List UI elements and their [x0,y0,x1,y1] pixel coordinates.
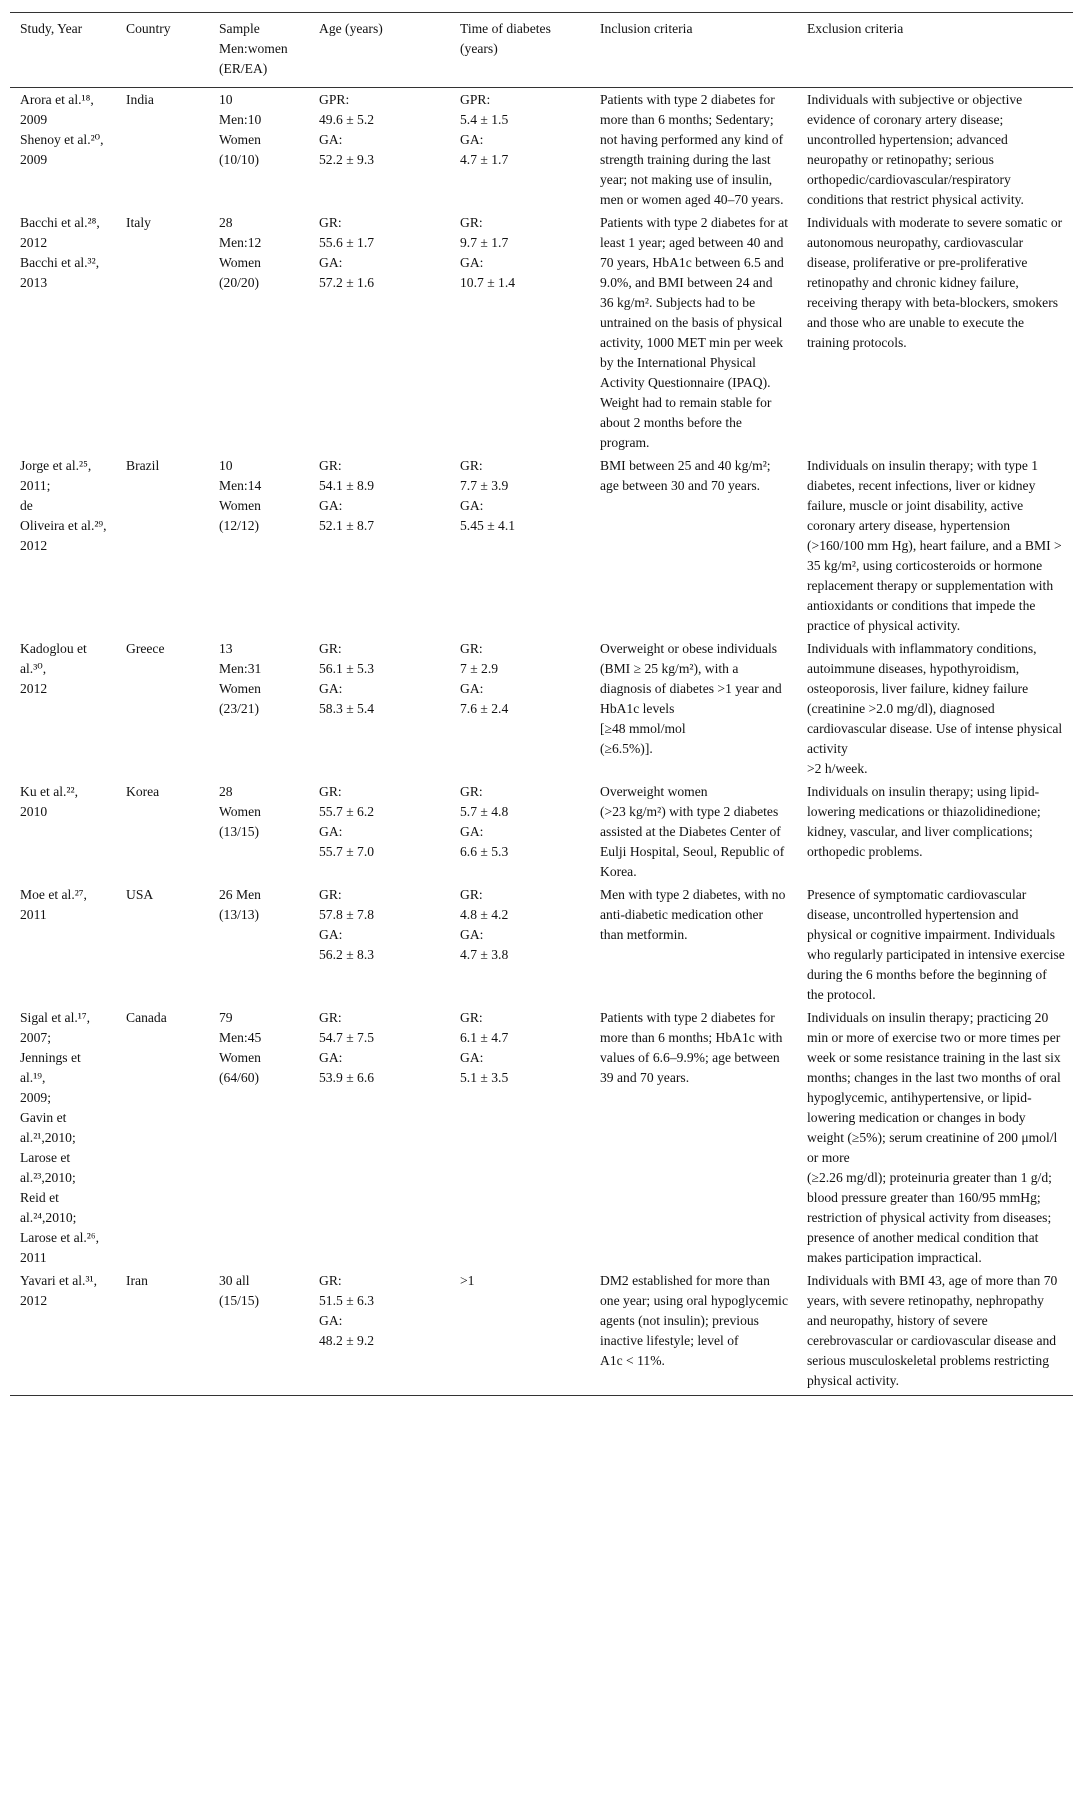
cell-country: Iran [116,1269,209,1396]
cell-sample: 10 Men:14 Women (12/12) [219,458,262,533]
table-row [10,1269,1073,1396]
table-row [10,883,1073,1006]
cell-study: Jorge et al.²⁵, 2011; de Oliveira et al.²⁹, 2012 [20,458,107,553]
cell-exclusion: Individuals on insulin therapy; using lipid-lowering medications or thiazolidinedione; kidney, vascular, and liver complications; orthopedic problems. [807,784,1041,859]
table-row [10,88,1073,212]
table-row [10,1006,1073,1269]
header-sample: Sample Men:women (ER/EA) [209,13,309,88]
cell-inclusion: Patients with type 2 diabetes for at least 1 year; aged between 40 and 70 years, HbA1c between 6.5 and 9.0%, and BMI between 24 and 36 kg/m². Subjects had to be untrained on the basis of physical activity, 1000 MET min per week by the International Physical Activity Questionnaire (IPAQ). Weight had to remain stable for about 2 months before the program. [600,215,789,450]
cell-country: Korea [126,784,160,799]
header-inclusion-criteria: Inclusion criteria [590,13,797,88]
cell-study: Moe et al.²⁷, 2011 [20,887,87,922]
cell-sample: 10 Men:10 Women (10/10) [219,92,262,167]
cell-exclusion: Individuals with inflammatory conditions, autoimmune diseases, hypothyroidism, osteoporosis, liver failure, kidney failure (creatinine >2.0 mg/dl), diagnosed cardiovascular disease. Use of intense physical activity >2 h/week. [807,641,1063,776]
cell-age: GR: 55.6 ± 1.7 GA: 57.2 ± 1.6 [319,215,375,290]
table-row [10,454,1073,637]
cell-inclusion: DM2 established for more than one year; using oral hypoglycemic agents (not insulin); previous inactive lifestyle; level of A1c < 11%. [590,1269,797,1396]
cell-time: GR: 6.1 ± 4.7 GA: 5.1 ± 3.5 [460,1010,509,1085]
cell-country: Brazil [126,458,160,473]
cell-sample: 28 Men:12 Women (20/20) [219,215,262,290]
cell-country: India [126,92,154,107]
table-row [10,637,1073,780]
cell-sample: 30 all (15/15) [209,1269,309,1396]
cell-inclusion: Patients with type 2 diabetes for more than 6 months; Sedentary; not having performed any kind of strength training during the last year; not making use of insulin, men or women aged 40–70 years. [600,92,784,207]
cell-study: Bacchi et al.²⁸, 2012 Bacchi et al.³², 2013 [20,215,100,290]
header-study-year: Study, Year [10,13,116,88]
cell-sample: 28 Women (13/15) [219,784,261,839]
cell-study: Arora et al.¹⁸, 2009 Shenoy et al.²⁰, 2009 [20,92,104,167]
cell-time: GR: 9.7 ± 1.7 GA: 10.7 ± 1.4 [460,215,516,290]
cell-age: GR: 55.7 ± 6.2 GA: 55.7 ± 7.0 [319,784,375,859]
cell-sample: 26 Men (13/13) [219,887,261,922]
cell-inclusion: Patients with type 2 diabetes for more than 6 months; HbA1c with values of 6.6–9.9%; age between 39 and 70 years. [600,1010,783,1085]
cell-inclusion: Overweight or obese individuals (BMI ≥ 25 kg/m²), with a diagnosis of diabetes >1 year and HbA1c levels [≥48 mmol/mol (≥6.5%)]. [600,641,782,756]
cell-country: Canada [126,1010,167,1025]
header-time-of-diabetes: Time of diabetes (years) [450,13,590,88]
cell-study: Sigal et al.¹⁷, 2007; Jennings et al.¹⁹, 2009; Gavin et al.²¹,2010; Larose et al.²³,2010; Reid et al.²⁴,2010; Larose et al.²⁶, 2011 [20,1010,100,1265]
table-row [10,211,1073,454]
cell-age: GPR: 49.6 ± 5.2 GA: 52.2 ± 9.3 [319,92,375,167]
cell-exclusion: Individuals with BMI 43, age of more than 70 years, with severe retinopathy, nephropathy and neuropathy, history of severe cerebrovascular or cardiovascular disease and serious musculoskeletal problems restricting physical activity. [797,1269,1073,1396]
cell-sample: 79 Men:45 Women (64/60) [219,1010,262,1085]
cell-time: GR: 7 ± 2.9 GA: 7.6 ± 2.4 [460,641,509,716]
cell-exclusion: Individuals with subjective or objective evidence of coronary artery disease; uncontrolled hypertension; advanced neuropathy or retinopathy; serious orthopedic/cardiovascular/respiratory conditions that restrict physical activity. [807,92,1024,207]
cell-age: GR: 56.1 ± 5.3 GA: 58.3 ± 5.4 [319,641,375,716]
cell-exclusion: Individuals with moderate to severe somatic or autonomous neuropathy, cardiovascular disease, proliferative or pre-proliferative retinopathy and chronic kidney failure, receiving therapy with beta-blockers, smokers and those who are unable to execute the training protocols. [807,215,1063,350]
studies-table [10,12,1073,1396]
cell-exclusion: Individuals on insulin therapy; with type 1 diabetes, recent infections, liver or kidney failure, muscle or joint disability, active coronary artery disease, hypertension (>160/100 mm Hg), heart failure, and a BMI > 35 kg/m², using corticosteroids or hormone replacement therapy or supplementation with antioxidants or conditions that impede the practice of physical activity. [807,458,1062,633]
cell-inclusion: BMI between 25 and 40 kg/m²; age between 30 and 70 years. [600,458,771,493]
table-row [10,780,1073,883]
cell-age: GR: 57.8 ± 7.8 GA: 56.2 ± 8.3 [319,887,375,962]
cell-age: GR: 54.7 ± 7.5 GA: 53.9 ± 6.6 [319,1010,375,1085]
cell-time: GPR: 5.4 ± 1.5 GA: 4.7 ± 1.7 [460,92,509,167]
cell-time: GR: 4.8 ± 4.2 GA: 4.7 ± 3.8 [460,887,509,962]
cell-age: GR: 51.5 ± 6.3 GA: 48.2 ± 9.2 [309,1269,450,1396]
cell-inclusion: Men with type 2 diabetes, with no anti-diabetic medication other than metformin. [600,887,786,942]
cell-sample: 13 Men:31 Women (23/21) [219,641,262,716]
cell-study: Ku et al.²², 2010 [20,784,78,819]
cell-exclusion: Presence of symptomatic cardiovascular disease, uncontrolled hypertension and physical or cognitive impairment. Individuals who regularly participated in intensive exercise during the 6 months before the beginning of the protocol. [807,887,1065,1002]
cell-country: Greece [126,641,165,656]
header-country: Country [116,13,209,88]
cell-study: Kadoglou et al.³⁰, 2012 [20,641,87,696]
cell-time: >1 [450,1269,590,1396]
cell-time: GR: 5.7 ± 4.8 GA: 6.6 ± 5.3 [460,784,509,859]
header-row [10,13,1073,88]
cell-exclusion: Individuals on insulin therapy; practicing 20 min or more of exercise two or more times per week or some resistance training in the last six months; changes in the last two months of oral hypoglycemic, antihypertensive, or lipid-lowering medication or changes in body weight (≥5%); serum creatinine of 200 μmol/l or more (≥2.26 mg/dl); proteinuria greater than 1 g/d; blood pressure greater than 160/95 mmHg; restriction of physical activity from diseases; presence of another medical condition that makes participation impractical. [807,1010,1061,1265]
header-exclusion-criteria: Exclusion criteria [797,13,1073,88]
cell-age: GR: 54.1 ± 8.9 GA: 52.1 ± 8.7 [319,458,375,533]
cell-study: Yavari et al.³¹, 2012 [10,1269,116,1396]
header-age: Age (years) [309,13,450,88]
cell-inclusion: Overweight women (>23 kg/m²) with type 2 diabetes assisted at the Diabetes Center of Eulji Hospital, Seoul, Republic of Korea. [600,784,785,879]
cell-time: GR: 7.7 ± 3.9 GA: 5.45 ± 4.1 [460,458,516,533]
cell-country: Italy [126,215,151,230]
cell-country: USA [126,887,154,902]
